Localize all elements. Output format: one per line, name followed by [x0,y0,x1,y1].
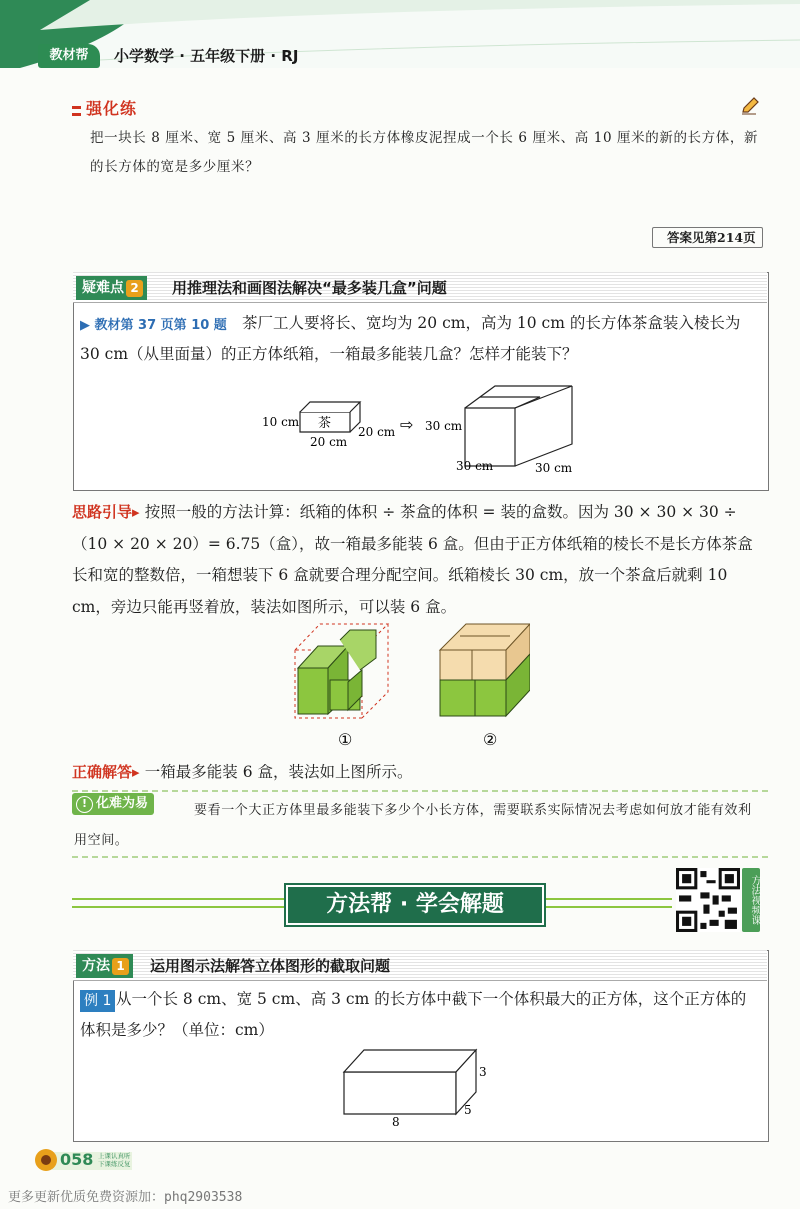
practice-dots-icon [72,104,84,120]
tip-text: 要看一个大正方体里最多能装下多少个小长方体，需要联系实际情况去考虑如何放才能有效利用空间。 [74,803,752,848]
method-banner: 方法帮 · 学会解题 [286,885,544,925]
page-number: 058 [60,1150,94,1169]
answer-reference: 答案见第214页 [652,227,763,248]
difficulty-problem: 茶厂工人要将长、宽均为 20 cm，高为 10 cm 的长方体茶盒装入棱长为 30 cm（从里面量）的正方体纸箱，一箱最多能装几盒？怎样才能装下？ [80,314,741,363]
practice-tag: 强化练 [86,99,138,118]
cuboid-height-label: 3 [479,1065,487,1079]
box-label: 茶 [318,416,332,431]
figure-2-label: ② [483,730,498,749]
box-width-label: 20 cm [310,435,348,449]
box-height-label: 10 cm [262,415,300,429]
thinking-text: 按照一般的方法计算：纸箱的体积 ÷ 茶盒的体积 = 装的盒数。因为 30 × 30 × 30 ÷（10 × 20 × 20）= 6.75（盒），故一箱最多能装 6 盒。但由于正方体纸箱的棱长不是长方体茶盒长和宽的整数倍，一箱想装下 6 盒就要合理分配空间。纸箱棱长 30 cm，放一个茶盒后就剩 10 cm，旁边只能再竖着放，装法如图所示，可以装 6 盒。 [72,503,753,616]
packing-figure-1 [295,624,388,718]
cuboid-width-label: 5 [464,1103,472,1117]
cube-front-label: 30 cm [456,459,494,473]
brand-badge: 教材帮 [38,44,100,68]
packing-figures [290,610,530,750]
difficulty-number: 2 [126,280,143,297]
book-title: 小学数学 · 五年级下册 · RJ [114,47,299,65]
cube-height-label: 30 cm [425,419,463,433]
method-label-text: 方法 [82,958,110,974]
slogan-line-2: 下课练反复 [98,1160,131,1168]
watermark-text: 更多更新优质免费资源加：phq2903538 [8,1190,243,1205]
page-slogan [98,1152,131,1168]
tea-box-figure [250,380,590,480]
method-title: 运用图示法解答立体图形的截取问题 [150,957,391,975]
difficulty-title: 用推理法和画图法解决“最多装几盒”问题 [172,279,447,297]
tip-badge-text: 化难为易 [96,796,149,811]
thinking-guide [72,497,768,623]
packing-figure-2 [440,624,530,716]
thinking-label: 思路引导 [72,503,133,521]
correct-text: 一箱最多能装 6 盒，装法如上图所示。 [144,763,413,781]
figure-1-label: ① [338,730,353,749]
difficulty-label-text: 疑难点 [82,280,124,296]
cube-side-label: 30 cm [535,461,573,475]
correct-label: 正确解答 [72,763,133,781]
example-tag: 例 1 [80,990,115,1012]
correct-arrow-icon: ▸ [132,763,145,781]
method-label [76,954,133,978]
correct-answer [72,760,768,784]
textbook-reference: ▶ 教材第 37 页第 10 题 [80,318,227,333]
video-lesson-tag: 方法视频课 [742,868,760,932]
method-number: 1 [112,958,129,975]
slogan-line-1: 上课认真听 [98,1152,131,1160]
box-depth-label: 20 cm [358,425,396,439]
thinking-arrow-icon: ▸ [132,503,145,521]
arrow-icon: ⇨ [400,415,414,434]
cuboid-figure [330,1040,500,1130]
exclaim-icon: ! [76,796,93,813]
example-problem: 从一个长 8 cm、宽 5 cm、高 3 cm 的长方体中截下一个体积最大的正方体，这个正方体的体积是多少？（单位：cm） [80,990,747,1039]
cuboid-length-label: 8 [392,1115,400,1129]
practice-problem: 把一块长 8 厘米、宽 5 厘米、高 3 厘米的长方体橡皮泥捏成一个长 6 厘米、高 10 厘米的新的长方体，新的长方体的宽是多少厘米？ [90,130,759,175]
qr-code-icon[interactable] [676,868,740,932]
pencil-icon [740,96,760,116]
difficulty-label [76,276,147,300]
